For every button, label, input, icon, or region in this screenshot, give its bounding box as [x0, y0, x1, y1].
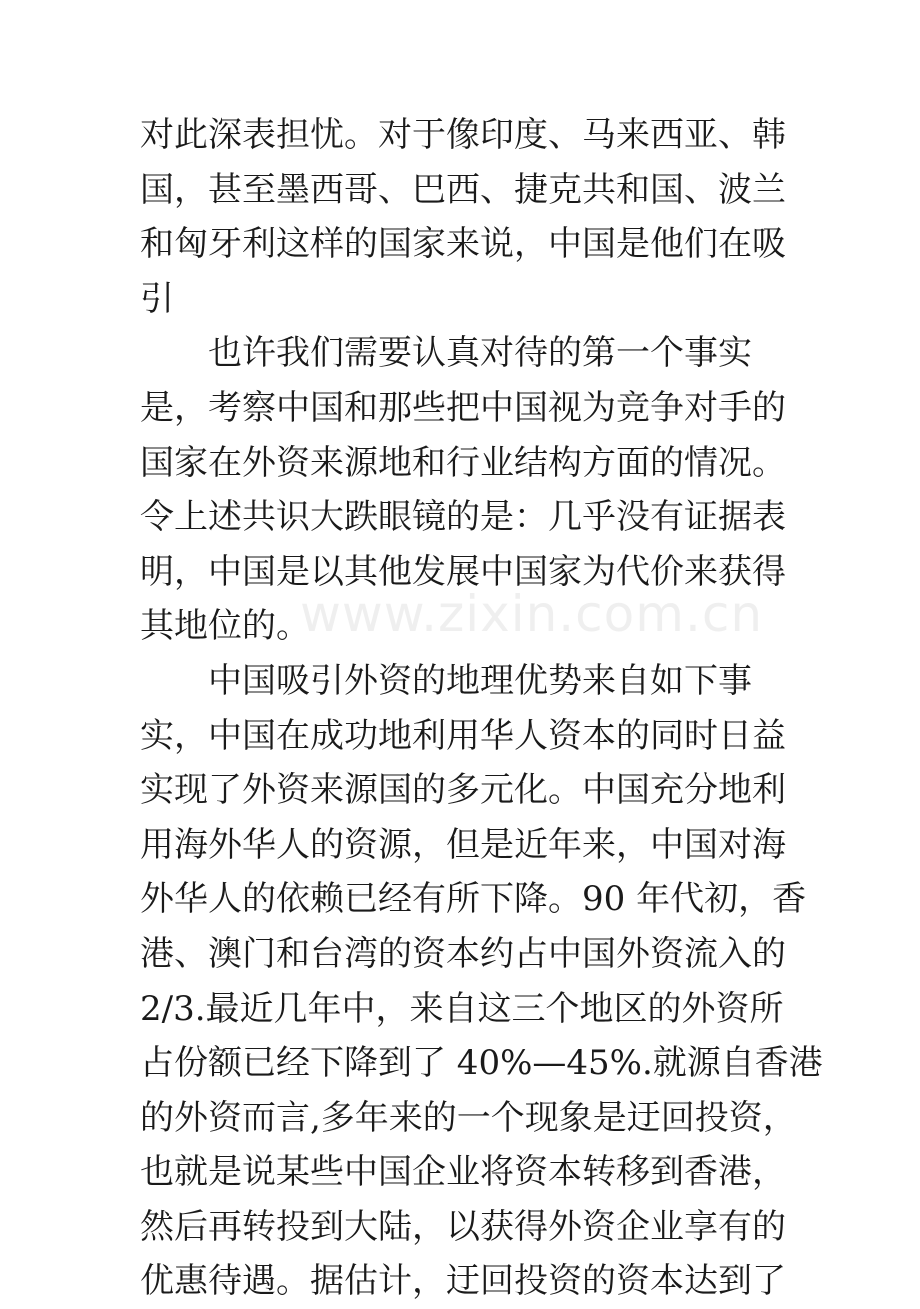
text-line: 对此深表担忧。对于像印度、马来西亚、韩 [140, 115, 786, 155]
text-line: 和匈牙利这样的国家来说，中国是他们在吸 [140, 224, 786, 265]
text-line: 实，中国在成功地利用华人资本的同时日益 [140, 715, 786, 756]
text-line: 中国吸引外资的地理优势来自如下事 [208, 660, 752, 701]
text-line: 国家在外资来源地和行业结构方面的情况。 [140, 442, 786, 483]
text-line: 占份额已经下降到了 40%—45%.就源自香港 [140, 1043, 823, 1084]
text-line: 国，甚至墨西哥、巴西、捷克共和国、波兰 [140, 169, 786, 210]
text-line: 外华人的依赖已经有所下降。90 年代初，香 [140, 879, 807, 920]
text-line: 的外资而言,多年来的一个现象是迂回投资， [140, 1097, 797, 1138]
text-line: 是，考察中国和那些把中国视为竞争对手的 [140, 387, 786, 428]
body-text [140, 108, 823, 1309]
text-line: 引 [140, 278, 174, 319]
text-line: 2/3.最近几年中，来自这三个地区的外资所 [140, 988, 784, 1029]
text-line: 用海外华人的资源，但是近年来，中国对海 [140, 824, 786, 865]
site-watermark: www.zixin.com.cn [300, 585, 764, 643]
text-line: 也许我们需要认真对待的第一个事实 [208, 333, 752, 374]
text-line: 优惠待遇。据估计，迂回投资的资本达到了 [140, 1261, 786, 1302]
text-line: 令上述共识大跌眼镜的是：几乎没有证据表 [140, 497, 786, 538]
text-line: 其地位的。 [140, 606, 310, 647]
text-line: 也就是说某些中国企业将资本转移到香港， [140, 1152, 786, 1193]
text-line: 明，中国是以其他发展中国家为代价来获得 [140, 551, 786, 592]
text-line: 然后再转投到大陆，以获得外资企业享有的 [140, 1206, 786, 1247]
text-line: 港、澳门和台湾的资本约占中国外资流入的 [140, 933, 786, 974]
text-line: 实现了外资来源国的多元化。中国充分地利 [140, 770, 786, 811]
